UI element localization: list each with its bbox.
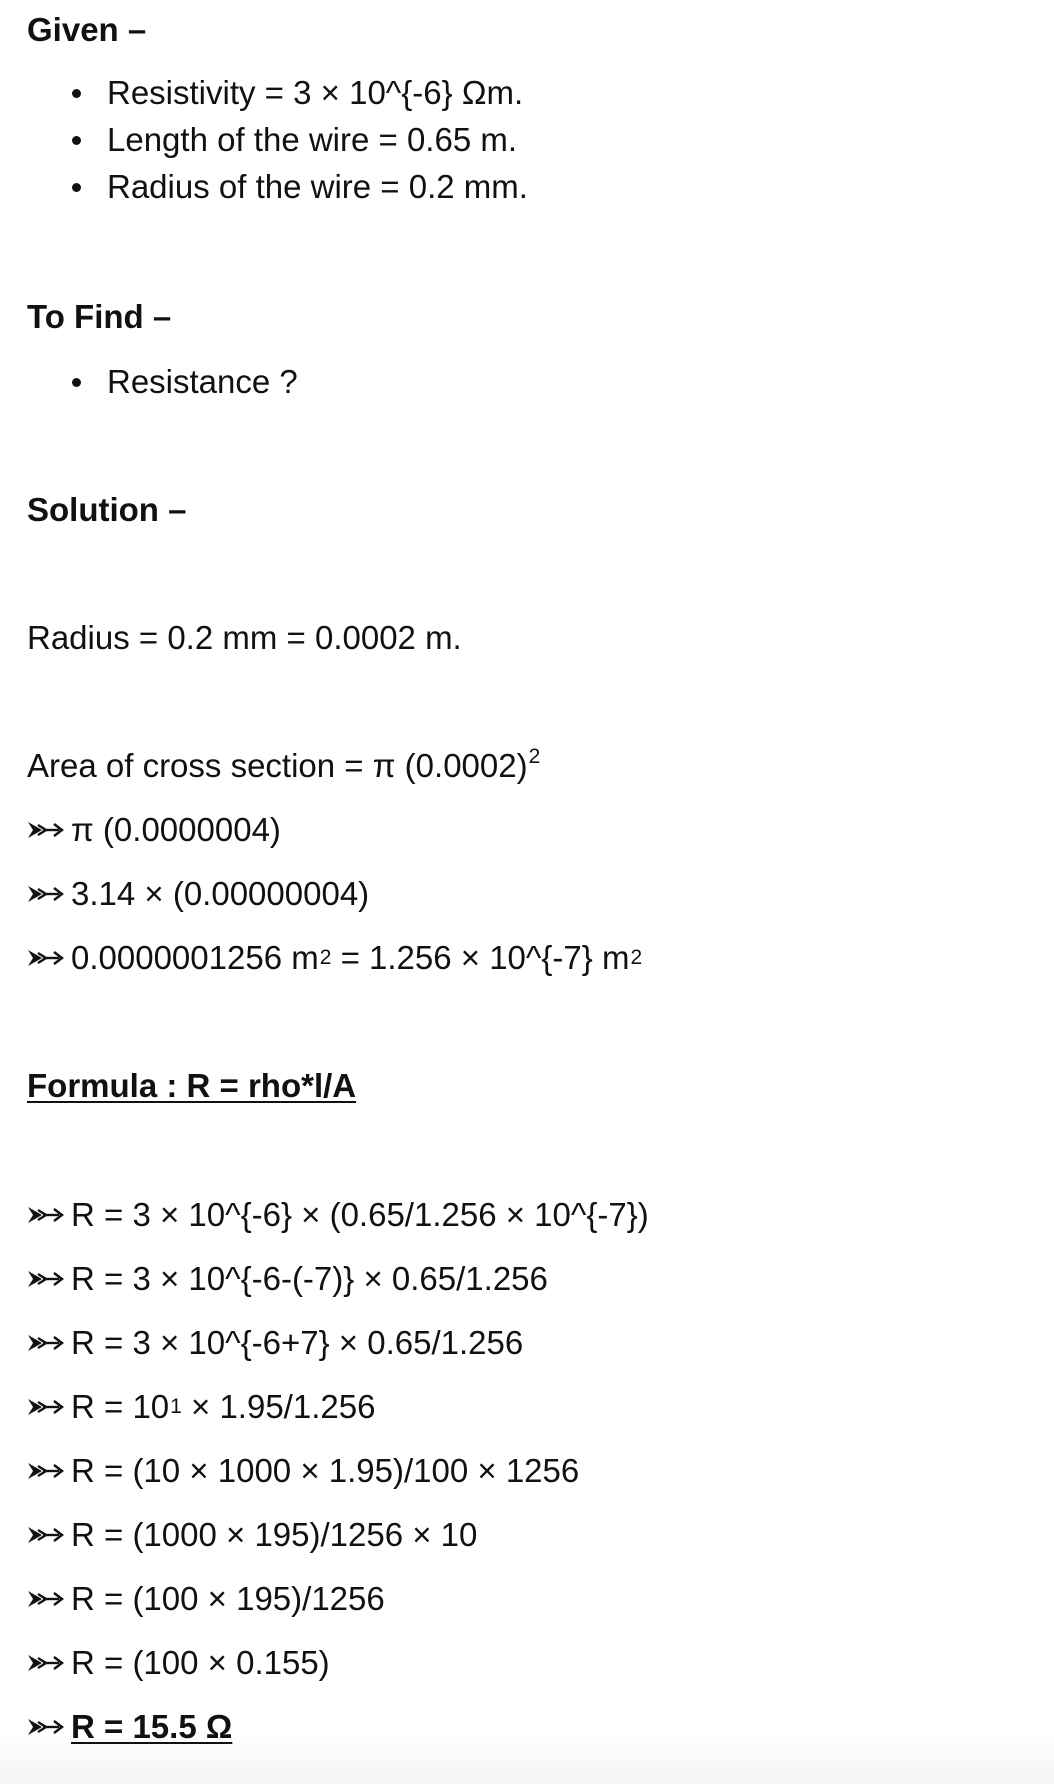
final-answer [27,1707,232,1747]
given-item-radius [72,167,528,207]
given-item-text: Radius of the wire = 0.2 mm. [107,168,528,205]
arrow-icon [27,1715,65,1739]
to-find-heading: To Find – [27,298,172,335]
arrow-icon [27,818,65,842]
area-final-part1: 0.0000001256 m [71,939,319,976]
final-answer-text: R = 15.5 Ω [71,1708,233,1745]
area-final-part2: = 1.256 × 10^{-7} m [331,939,630,976]
area-step-1 [27,810,281,850]
resistance-step-text: R = (100 × 0.155) [71,1644,330,1681]
arrow-icon [27,1395,65,1419]
bullet-icon [72,89,81,98]
resistance-step-8 [27,1643,330,1683]
area-step-2 [27,874,369,914]
area-formula-text: Area of cross section = π (0.0002) [27,747,528,784]
radius-conversion-line: Radius = 0.2 mm = 0.0002 m. [27,619,462,656]
given-heading: Given – [27,11,147,48]
resistance-step-5 [27,1451,579,1491]
arrow-icon [27,1587,65,1611]
area-step-text: 3.14 × (0.00000004) [71,875,370,912]
resistance-step-1 [27,1195,649,1235]
given-item-length [72,120,517,160]
area-formula-exponent: 2 [528,745,541,768]
arrow-icon [27,1459,65,1483]
resistance-step-text: R = 3 × 10^{-6} × (0.65/1.256 × 10^{-7}) [71,1196,649,1233]
arrow-icon [27,946,65,970]
resistance-step-text: R = 3 × 10^{-6+7} × 0.65/1.256 [71,1324,524,1361]
bullet-icon [72,378,81,387]
resistance-step-3 [27,1323,523,1363]
solution-heading: Solution – [27,491,187,528]
arrow-icon [27,1331,65,1355]
arrow-icon [27,1523,65,1547]
formula-heading: Formula : R = rho*l/A [27,1067,357,1104]
resistance-step-text: R = (10 × 1000 × 1.95)/100 × 1256 [71,1452,580,1489]
arrow-icon [27,882,65,906]
to-find-item-text: Resistance ? [107,363,298,400]
arrow-icon [27,1203,65,1227]
resistance-step-4: R = 10 1 × 1.95/1.256 [27,1387,375,1427]
given-item-resistivity [72,73,523,113]
area-step-text: π (0.0000004) [71,811,281,848]
given-item-text: Resistivity = 3 × 10^{-6} Ωm. [107,74,524,111]
area-formula-line [27,746,540,786]
given-item-text: Length of the wire = 0.65 m. [107,121,518,158]
area-step-final: 0.0000001256 m 2 = 1.256 × 10^{-7} m 2 [27,938,642,978]
power-step-part2: × 1.95/1.256 [181,1388,376,1425]
resistance-step-text: R = 3 × 10^{-6-(-7)} × 0.65/1.256 [71,1260,548,1297]
bullet-icon [72,136,81,145]
resistance-step-2 [27,1259,548,1299]
resistance-step-7 [27,1579,385,1619]
to-find-item-resistance [72,362,298,402]
resistance-step-text: R = (100 × 195)/1256 [71,1580,385,1617]
resistance-step-6 [27,1515,477,1555]
arrow-icon [27,1651,65,1675]
power-step-part1: R = 10 [71,1388,170,1425]
resistance-step-text: R = (1000 × 195)/1256 × 10 [71,1516,478,1553]
bullet-icon [72,183,81,192]
arrow-icon [27,1267,65,1291]
